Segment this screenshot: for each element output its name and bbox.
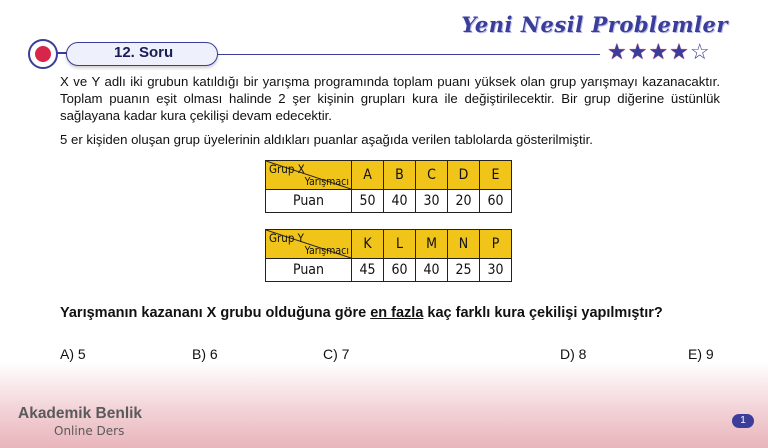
score-cell: 30 <box>416 190 448 213</box>
table-corner <box>266 230 352 259</box>
contestant-header: C <box>416 161 448 190</box>
table-corner <box>266 161 352 190</box>
contestant-header: B <box>384 161 416 190</box>
option-e[interactable]: E) 9 <box>688 346 714 362</box>
problem-paragraph-2: 5 er kişiden oluşan grup üyelerinin aldıkları puanlar aşağıda verilen tablolarda gösterilmiştir. <box>60 132 593 147</box>
empty-star-icon: ☆ <box>689 39 711 64</box>
group-y-table <box>265 229 512 282</box>
score-cell: 30 <box>480 259 512 282</box>
contestant-label: Yarışmacı <box>304 245 349 257</box>
contestant-header: E <box>480 161 512 190</box>
question-text <box>60 305 663 321</box>
contestant-label: Yarışmacı <box>304 176 349 188</box>
logo-badge-icon <box>28 39 58 69</box>
group-x-table <box>265 160 512 213</box>
contestant-header: N <box>448 230 480 259</box>
contestant-header: L <box>384 230 416 259</box>
row-label: Puan <box>266 190 352 213</box>
question-part: Yarışmanın kazananı X grubu olduğuna göre <box>60 305 371 321</box>
score-cell: 40 <box>416 259 448 282</box>
score-cell: 50 <box>352 190 384 213</box>
filled-stars-icon: ★★★★ <box>607 39 690 64</box>
contestant-header: K <box>352 230 384 259</box>
group-label: Grup Y <box>269 231 304 245</box>
page-number: 1 <box>732 414 754 428</box>
row-label: Puan <box>266 259 352 282</box>
contestant-header: A <box>352 161 384 190</box>
option-b[interactable]: B) 6 <box>192 346 218 362</box>
contestant-header: D <box>448 161 480 190</box>
header-divider <box>215 54 600 55</box>
score-cell: 45 <box>352 259 384 282</box>
problem-paragraph-1: X ve Y adlı iki grubun katıldığı bir yarışma programında toplam puanı yüksek olan grup yarışmayı kazanacaktır. Toplam puanın eşit olması halinde 2 şer kişinin grupları kura ile değiştirilecektir. Bir grup diğerine üstünlük sağlayana kadar kura çekilişi devam edecektir. <box>60 74 720 123</box>
question-emphasis: en fazla <box>370 305 424 321</box>
option-c[interactable]: C) 7 <box>323 346 350 362</box>
contestant-header: P <box>480 230 512 259</box>
contestant-header: M <box>416 230 448 259</box>
option-d[interactable]: D) 8 <box>560 346 587 362</box>
difficulty-stars <box>607 40 711 64</box>
question-number: 12. Soru <box>114 44 174 61</box>
question-part: kaç farklı kura çekilişi yapılmıştır? <box>423 305 663 321</box>
score-cell: 25 <box>448 259 480 282</box>
group-label: Grup X <box>269 162 305 176</box>
footer-subtitle: Online Ders <box>54 424 125 438</box>
score-cell: 40 <box>384 190 416 213</box>
brand-title: Yeni Nesil Problemler <box>461 12 728 37</box>
score-cell: 60 <box>480 190 512 213</box>
option-a[interactable]: A) 5 <box>60 346 86 362</box>
footer-logo: Akademik Benlik <box>18 405 143 422</box>
score-cell: 20 <box>448 190 480 213</box>
score-cell: 60 <box>384 259 416 282</box>
